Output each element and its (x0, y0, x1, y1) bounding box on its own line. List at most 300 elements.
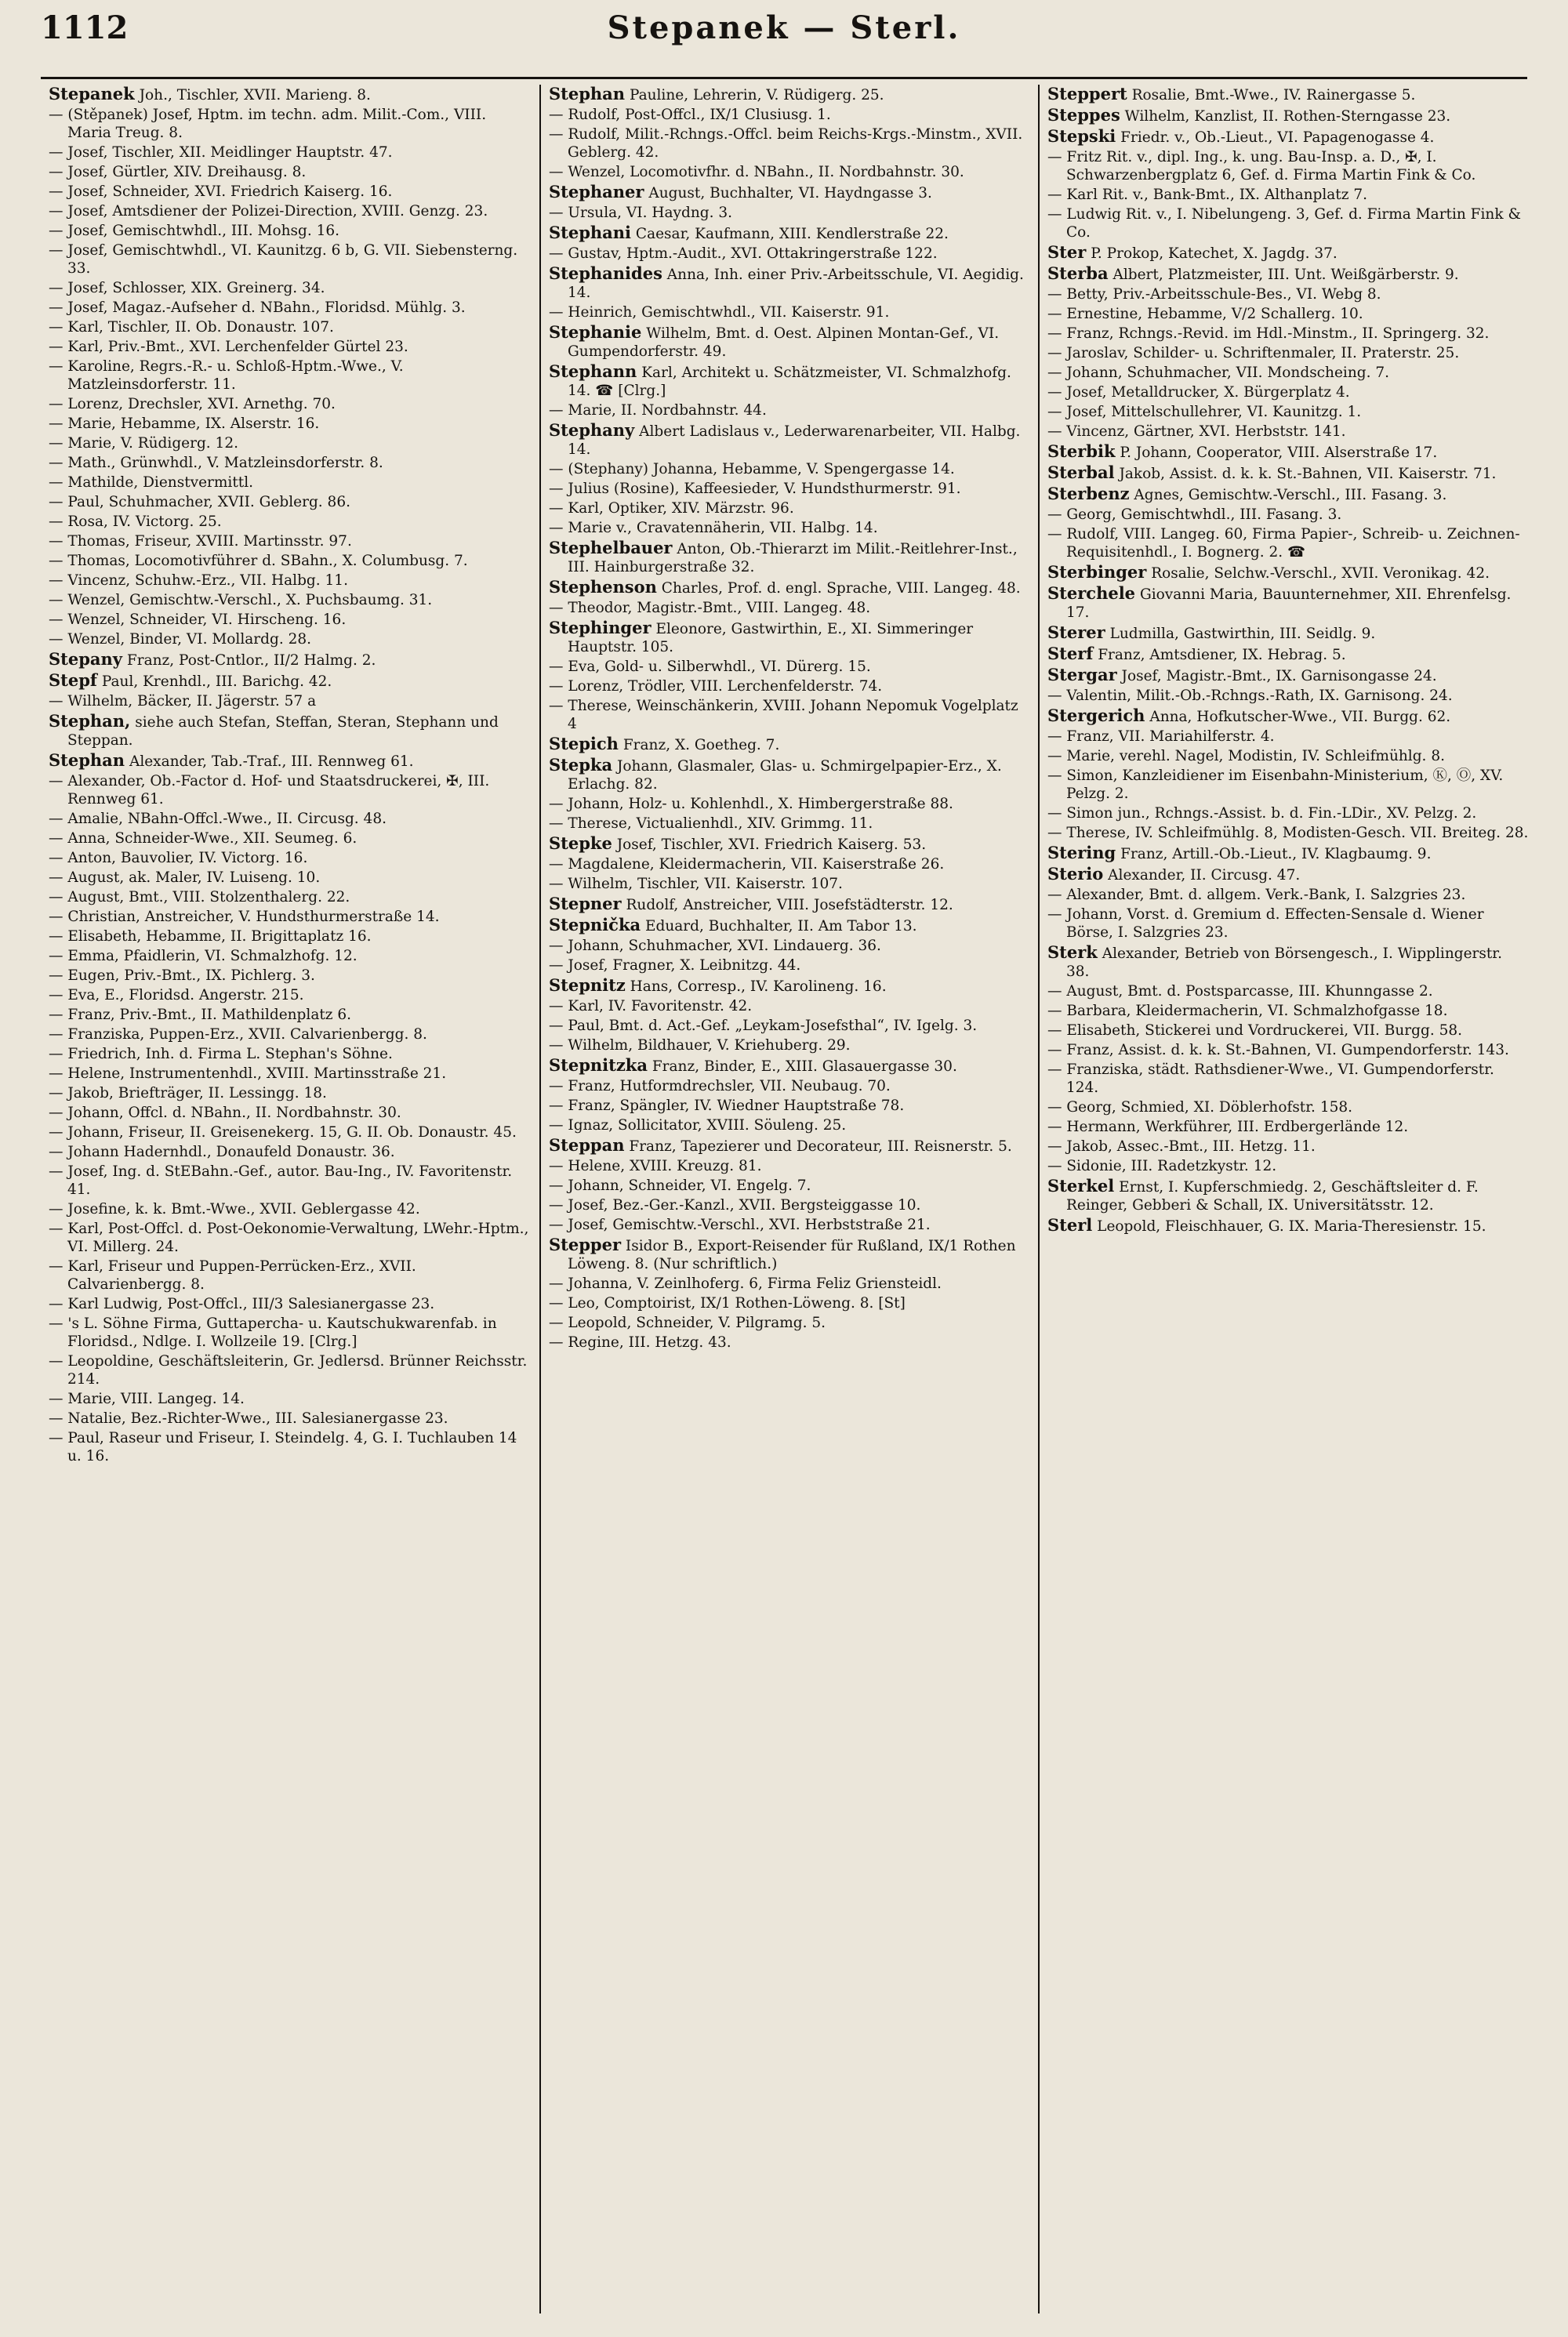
entry-text: — Valentin, Milit.-Ob.-Rchngs.-Rath, IX. Garnisong. 24. (1047, 688, 1453, 704)
directory-entry (49, 849, 532, 867)
directory-entry (49, 692, 532, 710)
entry-text: — Eugen, Priv.-Bmt., IX. Pichlerg. 3. (49, 967, 315, 984)
directory-entry (1047, 943, 1529, 981)
entry-surname: Steppan (549, 1135, 625, 1155)
directory-entry (1047, 905, 1529, 942)
directory-entry (1047, 285, 1529, 303)
entry-text: — Franz, Hutformdrechsler, VII. Neubaug. 70. (549, 1078, 891, 1094)
entry-text: — Marie, VIII. Langeg. 14. (49, 1391, 245, 1407)
entry-text: — Anna, Schneider-Wwe., XII. Seumeg. 6. (49, 830, 358, 847)
directory-entry (49, 1123, 532, 1141)
entry-text: — Ursula, VI. Haydng. 3. (549, 205, 732, 221)
entry-text: — Josef, Fragner, X. Leibnitzg. 44. (549, 957, 801, 974)
entry-surname: Stepski (1047, 126, 1116, 146)
directory-entry (49, 1295, 532, 1313)
entry-surname: Stepanek (49, 85, 135, 103)
directory-entry (49, 888, 532, 906)
directory-entry (49, 986, 532, 1004)
directory-entry (1047, 584, 1529, 622)
entry-text: — Johann, Holz- u. Kohlenhdl., X. Himbergerstraße 88. (549, 796, 953, 812)
entry-text: — Gustav, Hptm.-Audit., XVI. Ottakringerstraße 122. (549, 245, 938, 262)
directory-entry (49, 163, 532, 181)
entry-text: — Sidonie, III. Radetzkystr. 12. (1047, 1158, 1277, 1174)
entry-surname: Sterbinger (1047, 562, 1147, 582)
entry-text: Alexander, Betrieb von Börsengesch., I. Wipplingerstr. 38. (1066, 945, 1502, 980)
entry-text: — Johanna, V. Zeinlhoferg. 6, Firma Feliz Griensteidl. (549, 1276, 942, 1292)
entry-text: — Karl, Post-Offcl. d. Post-Oekonomie-Verwaltung, LWehr.-Hptm., VI. Millerg. 24. (49, 1221, 529, 1255)
directory-entry (549, 1294, 1030, 1312)
entry-text: — Karl, Optiker, XIV. Märzstr. 96. (549, 500, 794, 517)
directory-entry (549, 323, 1030, 361)
directory-entry (549, 834, 1030, 854)
entry-text: — Helene, XVIII. Kreuzg. 81. (549, 1158, 762, 1174)
entry-text: Leopold, Fleischhauer, G. IX. Maria-Theresienstr. 15. (1097, 1218, 1486, 1235)
entry-text: August, Buchhalter, VI. Haydngasse 3. (648, 185, 932, 201)
directory-entry (1047, 767, 1529, 803)
entry-text: — Georg, Schmied, XI. Döblerhofstr. 158. (1047, 1099, 1353, 1116)
entry-text: — Therese, Weinschänkerin, XVIII. Johann Nepomuk Vogelplatz 4 (549, 698, 1018, 732)
directory-entry (549, 578, 1030, 597)
directory-entry (1047, 423, 1529, 441)
directory-entry (549, 1236, 1030, 1273)
entry-text: — Elisabeth, Stickerei und Vordruckerei, VII. Burgg. 58. (1047, 1022, 1463, 1039)
entry-text: — Johann, Offcl. d. NBahn., II. Nordbahnstr. 30. (49, 1105, 401, 1121)
entry-surname: Sterbik (1047, 441, 1116, 461)
directory-entry (549, 421, 1030, 459)
entry-text: Rudolf, Anstreicher, VIII. Josefstädterstr. 12. (626, 897, 953, 913)
directory-entry (49, 1084, 532, 1102)
directory-entry (49, 493, 532, 511)
entry-text: — Therese, IV. Schleifmühlg. 8, Modisten-Gesch. VII. Breiteg. 28. (1047, 825, 1529, 841)
directory-entry (49, 1045, 532, 1063)
directory-entry (49, 751, 532, 771)
entry-text: — Wilhelm, Bildhauer, V. Kriehuberg. 29. (549, 1037, 851, 1054)
directory-entry (1047, 442, 1529, 462)
directory-entry (49, 1200, 532, 1218)
directory-entry (49, 241, 532, 278)
directory-entry (49, 967, 532, 985)
directory-entry (1047, 364, 1529, 382)
entry-text: — Natalie, Bez.-Richter-Wwe., III. Salesianergasse 23. (49, 1410, 448, 1427)
directory-entry (549, 480, 1030, 498)
entry-text: — Vincenz, Gärtner, XVI. Herbststr. 141. (1047, 423, 1346, 440)
entry-text: Charles, Prof. d. engl. Sprache, VIII. Langeg. 48. (661, 580, 1021, 597)
directory-entry (549, 85, 1030, 104)
entry-text: — Josef, Schlosser, XIX. Greinerg. 34. (49, 280, 325, 296)
directory-entry (49, 908, 532, 926)
column-2 (539, 85, 1038, 2313)
page-number: 1112 (41, 9, 129, 46)
directory-entry (549, 976, 1030, 996)
entry-text: Pauline, Lehrerin, V. Rüdigerg. 25. (629, 87, 884, 103)
directory-entry (549, 658, 1030, 676)
directory-entry (49, 829, 532, 847)
directory-entry (1047, 1061, 1529, 1097)
directory-entry (49, 572, 532, 590)
entry-text: — Mathilde, Dienstvermittl. (49, 474, 253, 491)
directory-entry (549, 795, 1030, 813)
entry-text: — 's L. Söhne Firma, Guttapercha- u. Kautschukwarenfab. in Floridsd., Ndlge. I. Wollzeile 19. [Clrg.] (49, 1315, 497, 1350)
directory-entry (1047, 1177, 1529, 1214)
directory-entry (549, 956, 1030, 974)
entry-text: Isidor B., Export-Reisender für Rußland, IX/1 Rothen Löweng. 8. (Nur schriftlich.) (568, 1238, 1016, 1272)
entry-text: — Marie, V. Rüdigerg. 12. (49, 435, 238, 452)
entry-text: — Leo, Comptoirist, IX/1 Rothen-Löweng. 8. [St] (549, 1295, 906, 1312)
entry-text: — Marie v., Cravatennäherin, VII. Halbg. 14. (549, 520, 878, 536)
entry-text: — Wenzel, Binder, VI. Mollardg. 28. (49, 631, 311, 648)
entry-text: — Georg, Gemischtwhdl., III. Fasang. 3. (1047, 506, 1342, 523)
entry-text: — Math., Grünwhdl., V. Matzleinsdorferstr. 8. (49, 455, 383, 471)
directory-entry (49, 299, 532, 317)
entry-text: — Jakob, Briefträger, II. Lessingg. 18. (49, 1085, 327, 1101)
directory-entry (549, 106, 1030, 124)
directory-entry (49, 947, 532, 965)
entry-text: Josef, Magistr.-Bmt., IX. Garnisongasse 24. (1121, 668, 1437, 684)
directory-entry (49, 1257, 532, 1294)
entry-text: — Jakob, Assec.-Bmt., III. Hetzg. 11. (1047, 1138, 1316, 1155)
directory-entry (549, 916, 1030, 935)
directory-entry (549, 1056, 1030, 1076)
directory-entry (549, 264, 1030, 302)
columns (41, 85, 1537, 2313)
directory-entry (549, 1017, 1030, 1035)
entry-text: — Karoline, Regrs.-R.- u. Schloß-Hptm.-Wwe., V. Matzleinsdorferstr. 11. (49, 358, 404, 393)
directory-entry (549, 163, 1030, 181)
directory-entry (1047, 1098, 1529, 1116)
entry-text: — Helene, Instrumentenhdl., XVIII. Martinsstraße 21. (49, 1065, 447, 1082)
directory-entry (549, 1077, 1030, 1095)
entry-text: Albert, Platzmeister, III. Unt. Weißgärberstr. 9. (1112, 267, 1459, 283)
directory-entry (1047, 148, 1529, 184)
entry-text: — Johann, Schneider, VI. Engelg. 7. (549, 1178, 811, 1194)
directory-entry (549, 223, 1030, 243)
directory-entry (549, 895, 1030, 914)
entry-text: — Fritz Rit. v., dipl. Ing., k. ung. Bau-Insp. a. D., ✠, I. Schwarzenbergplatz 6, Gef. d. Firma Martin Fink & Co. (1047, 149, 1476, 183)
directory-entry (49, 318, 532, 336)
directory-entry (49, 202, 532, 220)
entry-surname: Stepnitz (549, 975, 626, 995)
directory-entry (549, 1097, 1030, 1115)
entry-text: — Karl, Priv.-Bmt., XVI. Lerchenfelder Gürtel 23. (49, 339, 408, 355)
directory-entry (549, 815, 1030, 833)
entry-text: Rosalie, Selchw.-Verschl., XVII. Veronikag. 42. (1151, 565, 1490, 582)
entry-text: — Karl, IV. Favoritenstr. 42. (549, 998, 753, 1014)
directory-entry (1047, 728, 1529, 746)
directory-entry (49, 650, 532, 670)
entry-text: — Karl Ludwig, Post-Offcl., III/3 Salesianergasse 23. (49, 1296, 435, 1312)
entry-surname: Sterba (1047, 263, 1109, 283)
directory-entry (549, 1275, 1030, 1293)
entry-text: — August, ak. Maler, IV. Luiseng. 10. (49, 869, 321, 886)
directory-entry (49, 415, 532, 433)
entry-text: Franz, Tapezierer und Decorateur, III. Reisnerstr. 5. (629, 1138, 1012, 1155)
column-3 (1038, 85, 1537, 2313)
entry-text: — Thomas, Locomotivführer d. SBahn., X. Columbusg. 7. (49, 553, 468, 569)
directory-entry (549, 937, 1030, 955)
entry-text: — Lorenz, Drechsler, XVI. Arnethg. 70. (49, 396, 336, 412)
entry-text: — Leopold, Schneider, V. Pilgramg. 5. (549, 1315, 826, 1331)
entry-text: — Theodor, Magistr.-Bmt., VIII. Langeg. 48. (549, 600, 871, 616)
directory-entry (549, 1157, 1030, 1175)
directory-entry (1047, 1138, 1529, 1156)
entry-text: Anna, Inh. einer Priv.-Arbeitsschule, VI. Aegidig. 14. (568, 267, 1024, 301)
entry-text: Alexander, II. Circusg. 47. (1108, 867, 1301, 884)
directory-entry (1047, 1157, 1529, 1175)
entry-text: — Karl, Friseur und Puppen-Perrücken-Erz., XVII. Calvarienbergg. 8. (49, 1258, 416, 1293)
entry-surname: Stephanie (549, 322, 642, 342)
entry-text: Jakob, Assist. d. k. k. St.-Bahnen, VII. Kaiserstr. 71. (1119, 466, 1497, 482)
entry-text: — Alexander, Ob.-Factor d. Hof- und Staatsdruckerei, ✠, III. Rennweg 61. (49, 773, 490, 807)
directory-entry (549, 460, 1030, 478)
directory-entry (1047, 305, 1529, 323)
directory-entry (1047, 982, 1529, 1000)
entry-text: Giovanni Maria, Bauunternehmer, XII. Ehrenfelsg. 17. (1066, 586, 1512, 621)
entry-text: — Marie, II. Nordbahnstr. 44. (549, 402, 767, 419)
entry-text: — Vincenz, Schuhw.-Erz., VII. Halbg. 11. (49, 572, 348, 589)
directory-entry (49, 1163, 532, 1199)
directory-entry (49, 338, 532, 356)
directory-entry (549, 401, 1030, 419)
directory-entry (49, 1352, 532, 1388)
directory-entry (49, 395, 532, 413)
entry-text: — Josef, Metalldrucker, X. Bürgerplatz 4. (1047, 384, 1350, 401)
entry-text: — Karl Rit. v., Bank-Bmt., IX. Althanplatz 7. (1047, 187, 1368, 203)
entry-text: Friedr. v., Ob.-Lieut., VI. Papagenogasse 4. (1120, 129, 1435, 146)
directory-entry (1047, 844, 1529, 863)
directory-entry (549, 519, 1030, 537)
entry-text: — Franz, Spängler, IV. Wiedner Hauptstraße 78. (549, 1098, 905, 1114)
directory-entry (49, 532, 532, 550)
entry-surname: Stepner (549, 894, 622, 913)
entry-text: Franz, Post-Cntlor., II/2 Halmg. 2. (126, 652, 376, 669)
entry-surname: Stephani (549, 223, 632, 242)
directory-entry (549, 875, 1030, 893)
entry-text: — Paul, Schuhmacher, XVII. Geblerg. 86. (49, 494, 350, 510)
entry-text: — Wenzel, Schneider, VI. Hirscheng. 16. (49, 611, 347, 628)
directory-entry (49, 357, 532, 394)
entry-surname: Stergar (1047, 665, 1117, 684)
entry-text: — August, Bmt. d. Postsparcasse, III. Khunngasse 2. (1047, 983, 1433, 1000)
directory-entry (49, 1065, 532, 1083)
directory-entry (549, 362, 1030, 400)
entry-text: — Josef, Ing. d. StEBahn.-Gef., autor. Bau-Ing., IV. Favoritenstr. 41. (49, 1163, 513, 1198)
directory-entry (549, 303, 1030, 321)
entry-text: Johann, Glasmaler, Glas- u. Schmirgelpapier-Erz., X. Erlachg. 82. (568, 758, 1002, 793)
entry-text: — Rosa, IV. Victorg. 25. (49, 513, 222, 530)
directory-entry (1047, 85, 1529, 104)
entry-text: — Josef, Gemischtwhdl., III. Mohsg. 16. (49, 223, 340, 239)
entry-text: — Ludwig Rit. v., I. Nibelungeng. 3, Gef. d. Firma Martin Fink & Co. (1047, 206, 1521, 241)
entry-text: — Marie, verehl. Nagel, Modistin, IV. Schleifmühlg. 8. (1047, 748, 1445, 764)
entry-text: — Marie, Hebamme, IX. Alserstr. 16. (49, 416, 320, 432)
directory-entry (1047, 325, 1529, 343)
entry-text: Ernst, I. Kupferschmiedg. 2, Geschäftsleiter d. F. Reinger, Gebberi & Schall, IX. Universitätsstr. 12. (1066, 1179, 1479, 1214)
entry-text: — Franziska, städt. Rathsdiener-Wwe., VI. Gumpendorferstr. 124. (1047, 1061, 1494, 1096)
directory-entry (1047, 563, 1529, 582)
entry-text: — Wilhelm, Bäcker, II. Jägerstr. 57 a (49, 693, 317, 709)
entry-text: Anton, Ob.-Thierarzt im Milit.-Reitlehrer-Inst., III. Hainburgerstraße 32. (568, 541, 1018, 575)
entry-text: — Simon jun., Rchngs.-Assist. b. d. Fin.-LDir., XV. Pelzg. 2. (1047, 805, 1477, 822)
entry-text: — Lorenz, Trödler, VIII. Lerchenfelderstr. 74. (549, 678, 883, 695)
directory-entry (1047, 127, 1529, 147)
entry-text: Alexander, Tab.-Traf., III. Rennweg 61. (129, 753, 414, 770)
entry-text: — Rudolf, VIII. Langeg. 60, Firma Papier-, Schreib- u. Zeichnen-Requisitenhdl., I. Bognerg. 2. ☎ (1047, 526, 1520, 561)
directory-entry (1047, 484, 1529, 504)
entry-surname: Stepnitzka (549, 1055, 648, 1075)
directory-entry (49, 106, 532, 142)
entry-surname: Sterbal (1047, 463, 1115, 482)
directory-entry (1047, 804, 1529, 822)
entry-surname: Stephenson (549, 577, 657, 597)
directory-entry (49, 222, 532, 240)
directory-entry (1047, 1002, 1529, 1020)
entry-surname: Ster (1047, 242, 1087, 262)
directory-entry (1047, 706, 1529, 726)
entry-surname: Stephaner (549, 182, 644, 201)
directory-entry (49, 1025, 532, 1043)
entry-text: P. Prokop, Katechet, X. Jagdg. 37. (1091, 245, 1338, 262)
entry-text: — Josef, Mittelschullehrer, VI. Kaunitzg. 1. (1047, 404, 1362, 420)
directory-entry (1047, 865, 1529, 884)
entry-surname: Stephanides (549, 263, 662, 283)
directory-entry (549, 204, 1030, 222)
directory-entry (549, 539, 1030, 576)
directory-entry (49, 869, 532, 887)
directory-entry (49, 85, 532, 104)
entry-text: — Josef, Magaz.-Aufseher d. NBahn., Floridsd. Mühlg. 3. (49, 299, 466, 316)
entry-text: — Paul, Raseur und Friseur, I. Steindelg. 4, G. I. Tuchlauben 14 u. 16. (49, 1430, 517, 1464)
entry-text: Franz, Binder, E., XIII. Glasauergasse 30. (652, 1058, 957, 1075)
directory-entry (549, 1177, 1030, 1195)
entry-surname: Stephany (549, 420, 635, 440)
entry-text: — Ignaz, Sollicitator, XVIII. Söuleng. 25. (549, 1117, 847, 1134)
directory-entry (49, 671, 532, 691)
entry-text: — Jaroslav, Schilder- u. Schriftenmaler, II. Praterstr. 25. (1047, 345, 1460, 361)
entry-surname: Stephan (549, 85, 626, 103)
entry-text: — Josef, Gemischtwhdl., VI. Kaunitzg. 6 b, G. VII. Siebensterng. 33. (49, 242, 518, 277)
directory-entry (1047, 1041, 1529, 1059)
entry-text: — Eva, E., Floridsd. Angerstr. 215. (49, 987, 304, 1003)
directory-entry (1047, 463, 1529, 483)
directory-entry (549, 619, 1030, 656)
directory-entry (1047, 886, 1529, 904)
directory-entry (549, 697, 1030, 733)
directory-entry (49, 1429, 532, 1465)
entry-text: Ludmilla, Gastwirthin, III. Seidlg. 9. (1109, 626, 1376, 642)
entry-text: — Josef, Amtsdiener der Polizei-Direction, XVIII. Genzg. 23. (49, 203, 488, 220)
entry-text: — Franz, Priv.-Bmt., II. Mathildenplatz 6. (49, 1007, 352, 1023)
entry-text: — Elisabeth, Hebamme, II. Brigittaplatz 16. (49, 928, 372, 945)
entry-surname: Stepany (49, 649, 122, 669)
entry-text: — Wenzel, Gemischtw.-Verschl., X. Puchsbaumg. 31. (49, 592, 433, 608)
page-title: Stepanek — Sterl. (607, 9, 961, 46)
entry-text: — Ernestine, Hebamme, V/2 Schallerg. 10. (1047, 306, 1363, 322)
directory-entry (49, 513, 532, 531)
directory-entry (49, 1390, 532, 1408)
entry-text: — Johann, Vorst. d. Gremium d. Effecten-Sensale d. Wiener Börse, I. Salzgries 23. (1047, 906, 1484, 941)
entry-text: — August, Bmt., VIII. Stolzenthalerg. 22. (49, 889, 350, 905)
entry-text: — Josefine, k. k. Bmt.-Wwe., XVII. Geblergasse 42. (49, 1201, 420, 1217)
directory-entry (49, 1220, 532, 1256)
directory-entry (1047, 1118, 1529, 1136)
directory-entry (549, 599, 1030, 617)
entry-surname: Stepich (549, 734, 619, 753)
entry-surname: Stephan (49, 750, 125, 770)
entry-surname: Sterbenz (1047, 484, 1130, 503)
directory-entry (1047, 623, 1529, 643)
entry-surname: Stepke (549, 833, 612, 853)
header-rule (41, 77, 1527, 79)
entry-surname: Stephinger (549, 618, 652, 637)
entry-text: — Franziska, Puppen-Erz., XVII. Calvarienbergg. 8. (49, 1026, 427, 1043)
entry-text: — Heinrich, Gemischtwhdl., VII. Kaiserstr. 91. (549, 304, 890, 321)
entry-text: Franz, Amtsdiener, IX. Hebrag. 5. (1098, 647, 1346, 663)
entry-text: — Alexander, Bmt. d. allgem. Verk.-Bank, I. Salzgries 23. (1047, 887, 1466, 903)
entry-surname: Sterl (1047, 1215, 1093, 1235)
entry-surname: Stepf (49, 670, 97, 690)
entry-text: Hans, Corresp., IV. Karolineng. 16. (630, 978, 887, 995)
entry-text: — Karl, Tischler, II. Ob. Donaustr. 107. (49, 319, 334, 336)
directory-entry (49, 591, 532, 609)
directory-entry (549, 245, 1030, 263)
directory-entry (549, 677, 1030, 695)
entry-text: — Paul, Bmt. d. Act.-Gef. „Leykam-Josefsthal“, IV. Igelg. 3. (549, 1018, 978, 1034)
directory-entry (49, 927, 532, 945)
entry-surname: Stergerich (1047, 706, 1145, 725)
entry-surname: Sterk (1047, 942, 1098, 962)
entry-text: — Franz, Rchngs.-Revid. im Hdl.-Minstm., II. Springerg. 32. (1047, 325, 1490, 342)
directory-entry (549, 756, 1030, 793)
directory-entry (49, 1410, 532, 1428)
entry-text: Rosalie, Bmt.-Wwe., IV. Rainergasse 5. (1131, 87, 1416, 103)
directory-entry (549, 855, 1030, 873)
directory-entry (549, 183, 1030, 202)
directory-entry (49, 143, 532, 161)
entry-text: Franz, X. Goetheg. 7. (622, 737, 780, 753)
entry-text: — Josef, Gemischtw.-Verschl., XVI. Herbststraße 21. (549, 1217, 931, 1233)
directory-entry (49, 474, 532, 492)
directory-entry (1047, 106, 1529, 125)
entry-text: — Leopoldine, Geschäftsleiterin, Gr. Jedlersd. Brünner Reichsstr. 214. (49, 1353, 528, 1388)
entry-surname: Sterio (1047, 864, 1104, 884)
entry-text: — Hermann, Werkführer, III. Erdbergerlände 12. (1047, 1119, 1409, 1135)
directory-entry (1047, 666, 1529, 685)
directory-entry (1047, 383, 1529, 401)
entry-surname: Stepka (549, 755, 613, 775)
entry-surname: Stephelbauer (549, 538, 673, 557)
directory-entry (1047, 644, 1529, 664)
entry-text: siehe auch Stefan, Steffan, Steran, Stephann und Steppan. (67, 714, 499, 749)
entry-text: — Magdalene, Kleidermacherin, VII. Kaiserstraße 26. (549, 856, 945, 873)
entry-text: — (Stěpanek) Josef, Hptm. im techn. adm. Milit.-Com., VIII. Maria Treug. 8. (49, 107, 487, 141)
directory-entry (1047, 687, 1529, 705)
directory-entry (49, 434, 532, 452)
directory-entry (549, 1216, 1030, 1234)
entry-text: — Barbara, Kleidermacherin, VI. Schmalzhofgasse 18. (1047, 1003, 1448, 1019)
directory-entry (49, 183, 532, 201)
directory-entry (1047, 1022, 1529, 1040)
entry-surname: Steppes (1047, 105, 1120, 125)
entry-text: — Franz, Assist. d. k. k. St.-Bahnen, VI. Gumpendorferstr. 143. (1047, 1042, 1509, 1058)
directory-entry (1047, 264, 1529, 284)
entry-text: — Emma, Pfaidlerin, VI. Schmalzhofg. 12. (49, 948, 358, 964)
directory-entry (49, 279, 532, 297)
entry-text: Anna, Hofkutscher-Wwe., VII. Burgg. 62. (1149, 709, 1451, 725)
entry-text: — Rudolf, Milit.-Rchngs.-Offcl. beim Reichs-Krgs.-Minstm., XVII. Geblerg. 42. (549, 126, 1023, 161)
directory-entry (49, 454, 532, 472)
directory-entry (549, 1334, 1030, 1352)
directory-entry (49, 1315, 532, 1351)
